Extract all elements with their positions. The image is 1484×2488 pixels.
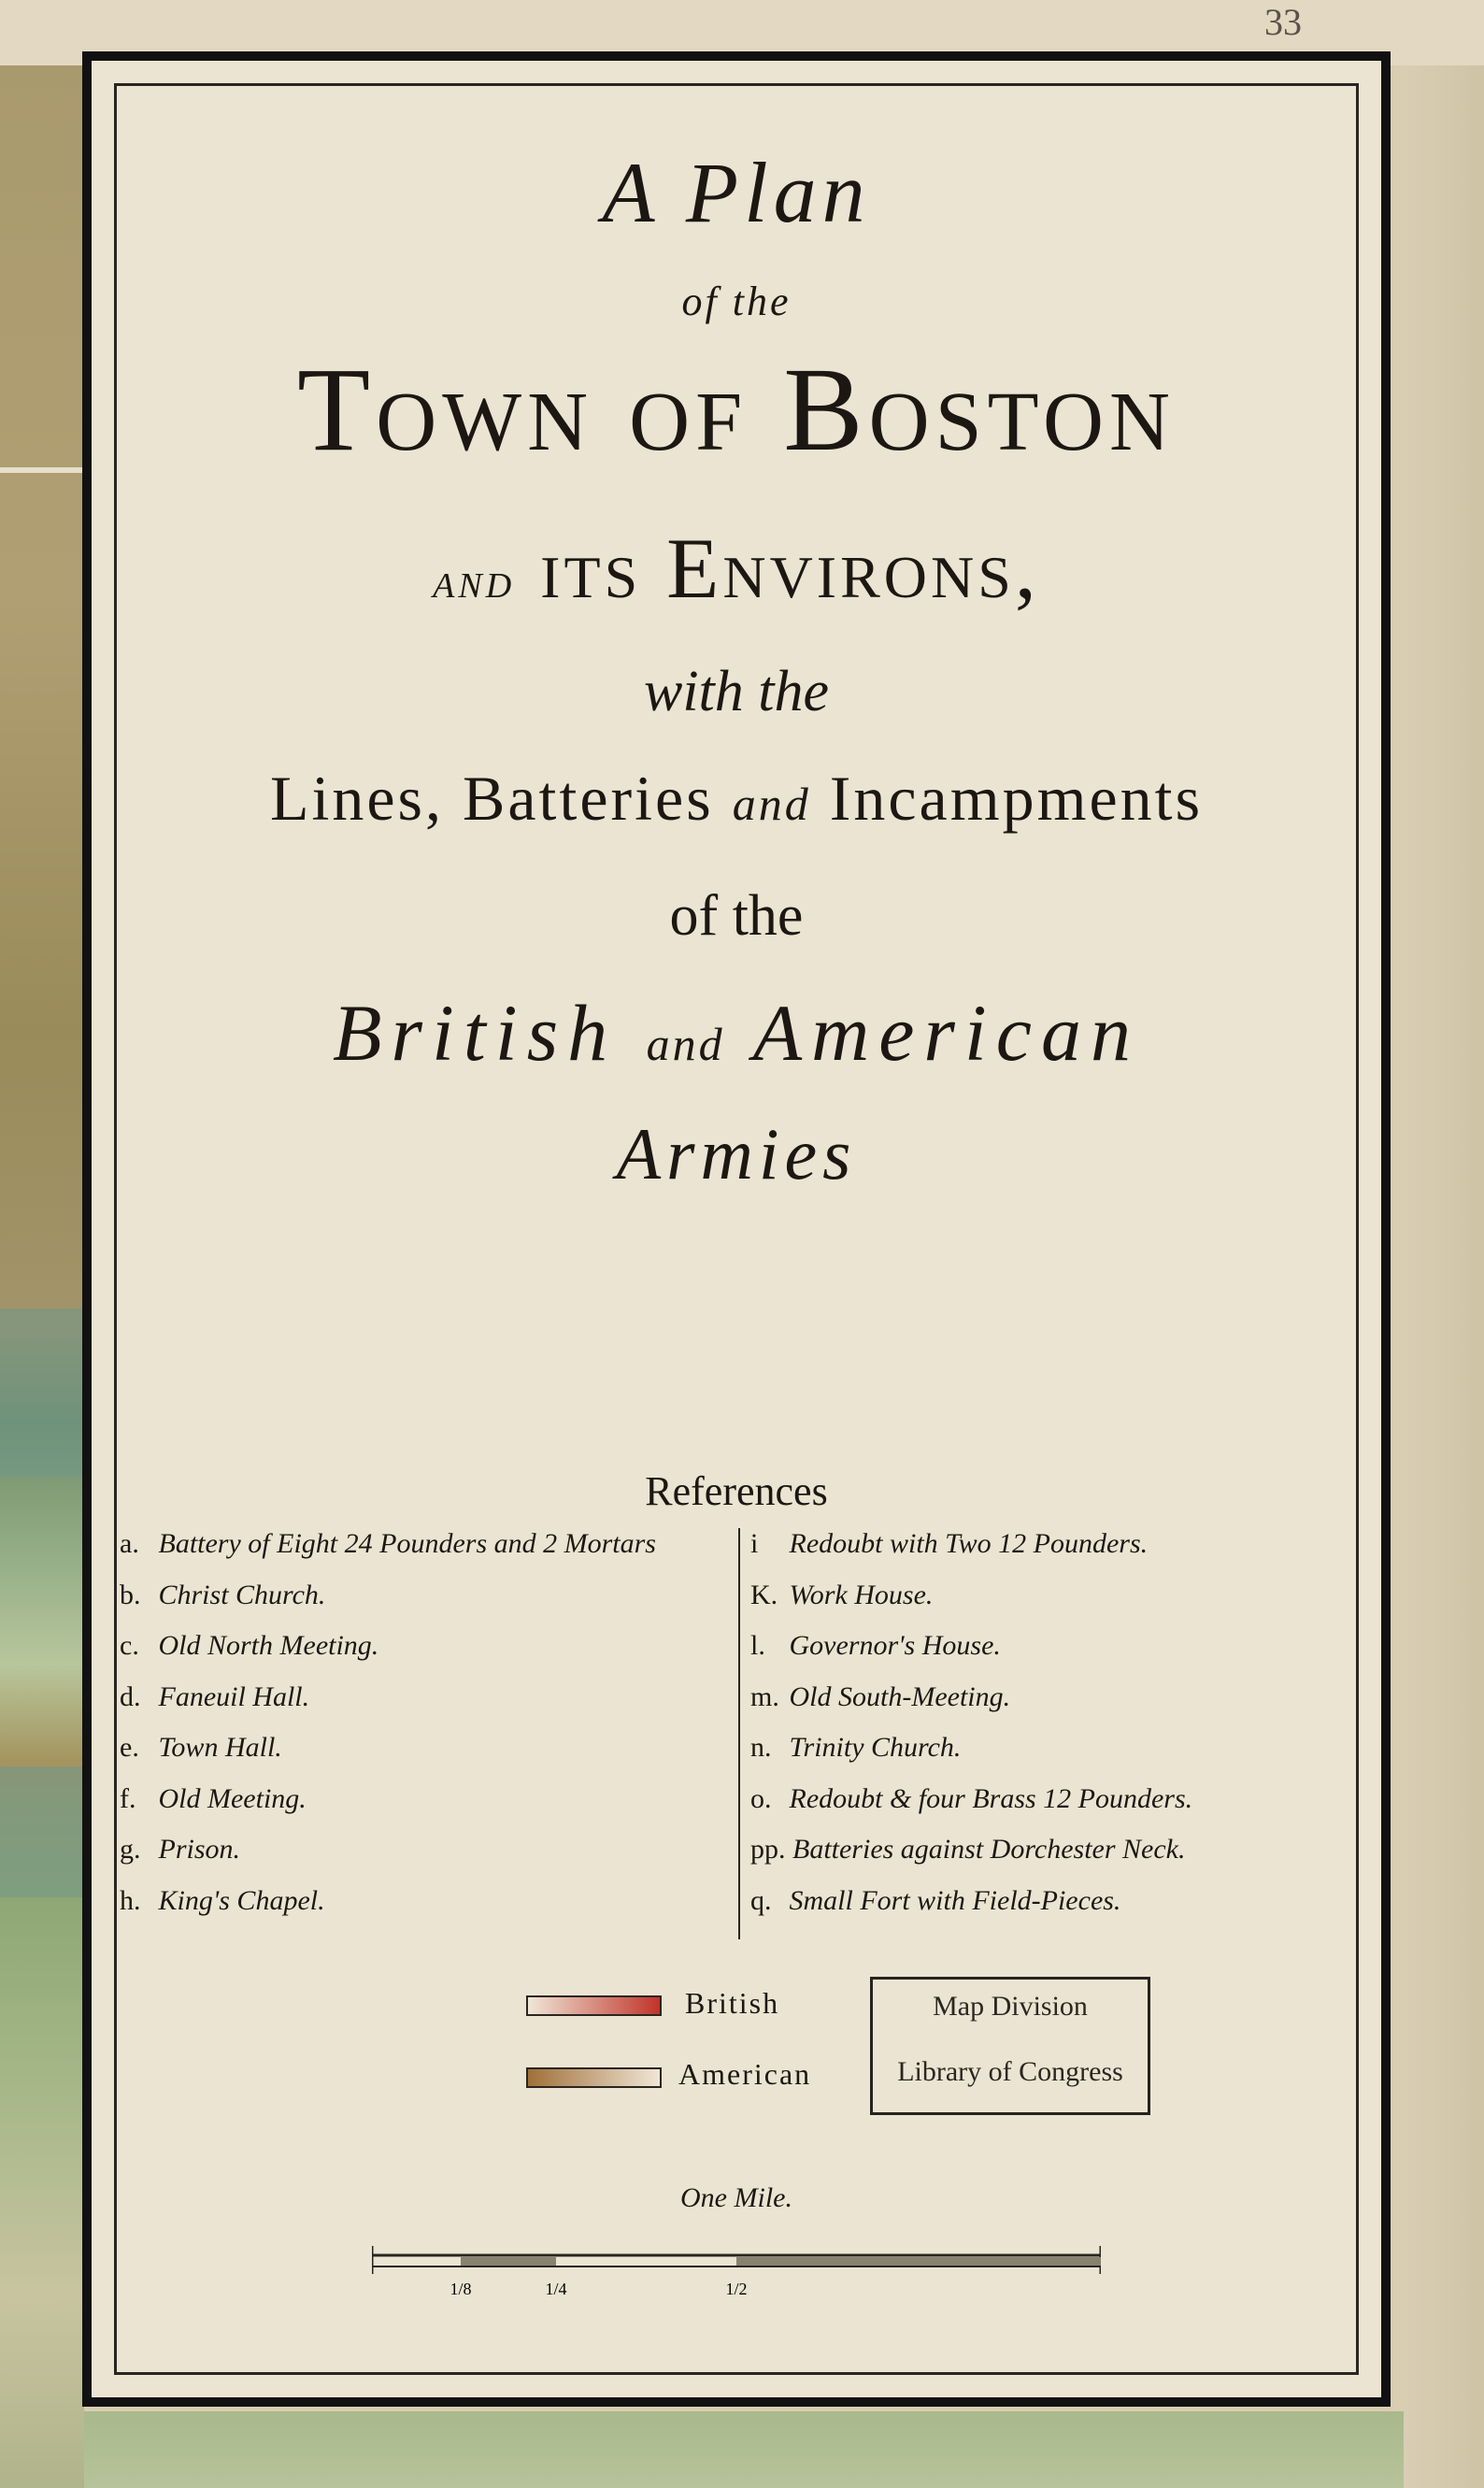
reference-item: n. Trinity Church.	[750, 1732, 962, 1763]
title-panel	[92, 61, 1381, 2397]
reference-item: pp. Batteries against Dorchester Neck.	[750, 1834, 1186, 1865]
references-heading: References	[645, 1468, 828, 1514]
scale-tick-label: 1/4	[545, 2280, 567, 2298]
map-water	[0, 1766, 84, 1897]
reference-item: d. Faneuil Hall.	[120, 1680, 310, 1712]
references-divider	[738, 1528, 740, 1939]
title-and-2: and	[732, 778, 811, 830]
reference-item: h. King's Chapel.	[120, 1884, 325, 1916]
title-line-armies: Armies	[616, 1113, 857, 1194]
map-water	[0, 1308, 84, 1477]
reference-item: i Redoubt with Two 12 Pounders.	[750, 1528, 1149, 1559]
scale-bar	[372, 2238, 1101, 2304]
legend-american-swatch	[526, 2067, 662, 2088]
title-and: and	[433, 552, 516, 608]
reference-item: f. Old Meeting.	[120, 1782, 307, 1814]
scale-label: One Mile.	[680, 2182, 792, 2213]
reference-item: l. Governor's House.	[750, 1630, 1001, 1661]
references-right-column	[750, 1528, 1311, 1936]
cartouche-frame	[82, 51, 1391, 2407]
title-its-environs: its Environs,	[540, 521, 1040, 616]
title-line-with-the: with the	[643, 660, 830, 723]
reference-item: K. Work House.	[750, 1579, 934, 1610]
title-line-a-plan: A Plan	[602, 145, 871, 240]
scale-bar-fill	[461, 2257, 556, 2266]
title-line-of-the-2: of the	[669, 884, 804, 948]
reference-item: e. Town Hall.	[120, 1732, 282, 1763]
adjacent-map-fragment-left	[0, 65, 84, 2488]
map-road	[0, 467, 84, 473]
legend-british-label: British	[685, 1986, 780, 2020]
paper-right-margin	[1404, 65, 1484, 2488]
reference-item: m. Old South-Meeting.	[750, 1680, 1011, 1712]
stamp-line-1: Map Division	[933, 1991, 1088, 2022]
adjacent-map-fragment-bottom	[84, 2411, 1404, 2488]
title-incampments: Incampments	[829, 763, 1204, 834]
title-line-town-of-boston: Town of Boston	[297, 343, 1176, 476]
title-and-3: and	[646, 1018, 725, 1070]
reference-item: b. Christ Church.	[120, 1579, 326, 1610]
title-line-of-the: of the	[681, 279, 792, 324]
sheet-number: 33	[1264, 1, 1302, 43]
title-american: American	[752, 988, 1140, 1078]
title-lines-batteries: Lines, Batteries	[269, 763, 714, 834]
legend-american-label: American	[678, 2057, 812, 2091]
reference-item: g. Prison.	[120, 1834, 241, 1865]
stamp-line-2: Library of Congress	[897, 2056, 1123, 2087]
reference-item: o. Redoubt & four Brass 12 Pounders.	[750, 1782, 1193, 1814]
legend-british-swatch	[526, 1995, 662, 2016]
title-line-british-american	[92, 986, 1381, 1080]
title-line-lines-batteries	[92, 762, 1381, 836]
title-british: British	[333, 988, 618, 1078]
title-line-environs	[92, 519, 1381, 618]
scale-tick-label: 1/8	[449, 2280, 472, 2298]
references-left-column	[120, 1528, 736, 1936]
scale-tick-label: 1/2	[725, 2280, 748, 2298]
reference-item: a. Battery of Eight 24 Pounders and 2 Mortars	[120, 1528, 656, 1559]
reference-item: q. Small Fort with Field-Pieces.	[750, 1884, 1121, 1916]
reference-item: c. Old North Meeting.	[120, 1630, 379, 1661]
scale-bar-fill	[736, 2257, 1101, 2266]
library-stamp	[870, 1977, 1150, 2115]
